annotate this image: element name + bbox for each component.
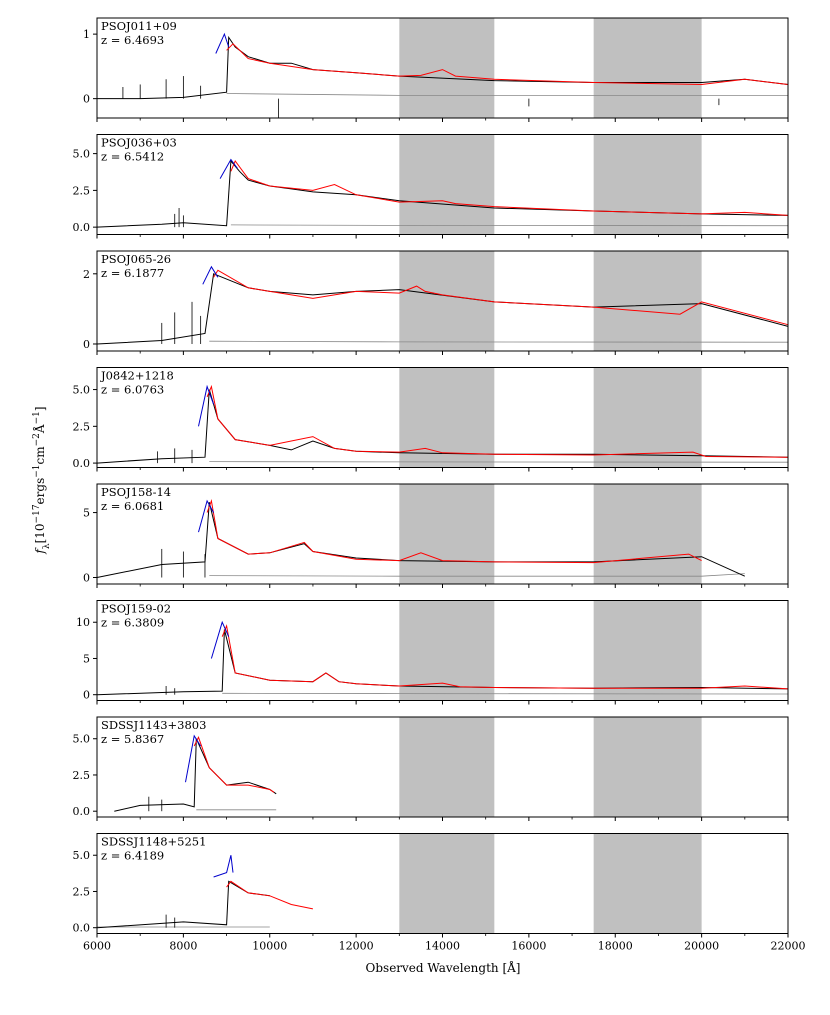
y-axis-label-part: [10 [33,523,47,544]
y-tick-label: 0.0 [72,221,90,235]
shaded-region [399,18,494,118]
y-tick-label: 2.5 [72,420,90,434]
panel [73,717,789,821]
shaded-region [399,834,494,934]
panel [83,251,788,355]
lya-profile-series [214,855,233,877]
shaded-region [594,834,702,934]
y-tick-label: 5 [83,506,90,520]
panels [73,18,806,953]
y-axis-label-part: −1 [32,411,42,425]
x-tick-label: 12000 [338,939,374,953]
y-axis-label-part: f [33,549,47,554]
y-tick-label: 5.0 [72,732,90,746]
lya-profile-series [186,736,201,782]
y-tick-label: 5.0 [72,849,90,863]
y-tick-label: 0 [83,688,90,702]
shaded-region [399,135,494,235]
model-series [227,44,788,85]
lya-profile-series [203,267,218,285]
shaded-region [399,717,494,817]
y-tick-label: 5.0 [72,147,90,161]
panel-redshift-label: z = 6.4693 [101,33,165,47]
panel-name-label: PSOJ158-14 [101,485,172,499]
panel-name-label: PSOJ036+03 [101,135,177,150]
y-axis-label [32,406,52,554]
y-axis-label-part: −17 [32,504,42,524]
panel-redshift-label: z = 6.3809 [101,615,165,630]
shaded-region [594,601,702,701]
lya-profile-series [199,501,214,532]
x-tick-label: 16000 [511,939,547,953]
shaded-region [399,484,494,584]
panel-name-label: SDSSJ1148+5251 [101,834,207,849]
y-tick-label: 2.5 [72,768,90,782]
x-tick-label: 20000 [684,939,720,953]
model-series [214,270,788,324]
y-tick-label: 0.0 [72,457,90,471]
y-tick-label: 0.0 [72,805,90,819]
y-axis-label-part: Å [33,424,47,434]
shaded-region [594,717,702,817]
panel-name-label: PSOJ065-26 [101,252,172,266]
panel-name-label: J0842+1218 [101,368,174,383]
y-tick-label: 2.5 [72,184,90,198]
panel-redshift-label: z = 6.0681 [101,499,165,513]
y-tick-label: 5 [83,652,90,666]
y-axis-label-part: −1 [32,464,42,478]
y-axis-label-part: −2 [32,433,42,447]
y-tick-label: 0.0 [72,921,90,935]
panel [73,368,789,472]
error-series [231,225,788,226]
y-axis-label-part: λ [42,543,52,550]
panel [83,18,788,122]
x-tick-label: 8000 [169,939,198,953]
model-series [222,626,788,689]
panel-redshift-label: z = 5.8367 [101,732,165,746]
y-tick-label: 0 [83,571,90,585]
shaded-region [594,484,702,584]
panel [83,484,788,588]
panel-name-label: SDSSJ1143+3803 [101,718,207,732]
x-tick-label: 22000 [770,939,806,953]
y-axis-label-part: ergs [33,477,47,505]
panel-redshift-label: z = 6.4189 [101,848,165,863]
shaded-region [594,18,702,118]
y-axis-label-part: ] [33,406,47,412]
y-tick-label: 0 [83,337,90,351]
panel [73,834,806,953]
lya-profile-series [216,34,229,53]
y-tick-label: 2.5 [72,885,90,899]
panel-redshift-label: z = 6.1877 [101,266,165,280]
panel [73,135,789,239]
shaded-region [594,135,702,235]
y-tick-label: 2 [83,267,90,281]
y-tick-label: 10 [76,616,90,630]
x-axis-label: Observed Wavelength [Å] [365,961,521,975]
error-series [222,693,788,694]
y-tick-label: 1 [83,28,90,42]
panel [76,601,788,705]
y-tick-label: 5.0 [72,383,90,397]
shaded-region [399,251,494,351]
y-tick-label: 0 [83,92,90,106]
panel-name-label: PSOJ011+09 [101,19,177,33]
panel-name-label: PSOJ159-02 [101,601,172,616]
spectrum-series [97,881,270,927]
x-tick-label: 14000 [425,939,460,953]
spectrum-series [114,739,276,812]
shaded-region [594,251,702,351]
x-tick-label: 10000 [252,939,288,953]
panel-redshift-label: z = 6.5412 [101,149,165,164]
y-axis-label-part: cm [33,446,47,465]
panel-redshift-label: z = 6.0763 [101,382,165,397]
x-tick-label: 18000 [597,939,633,953]
model-series [227,881,313,909]
model-series [231,161,788,215]
error-series [227,94,788,96]
lya-profile-series [199,387,214,427]
x-tick-label: 6000 [83,939,111,953]
